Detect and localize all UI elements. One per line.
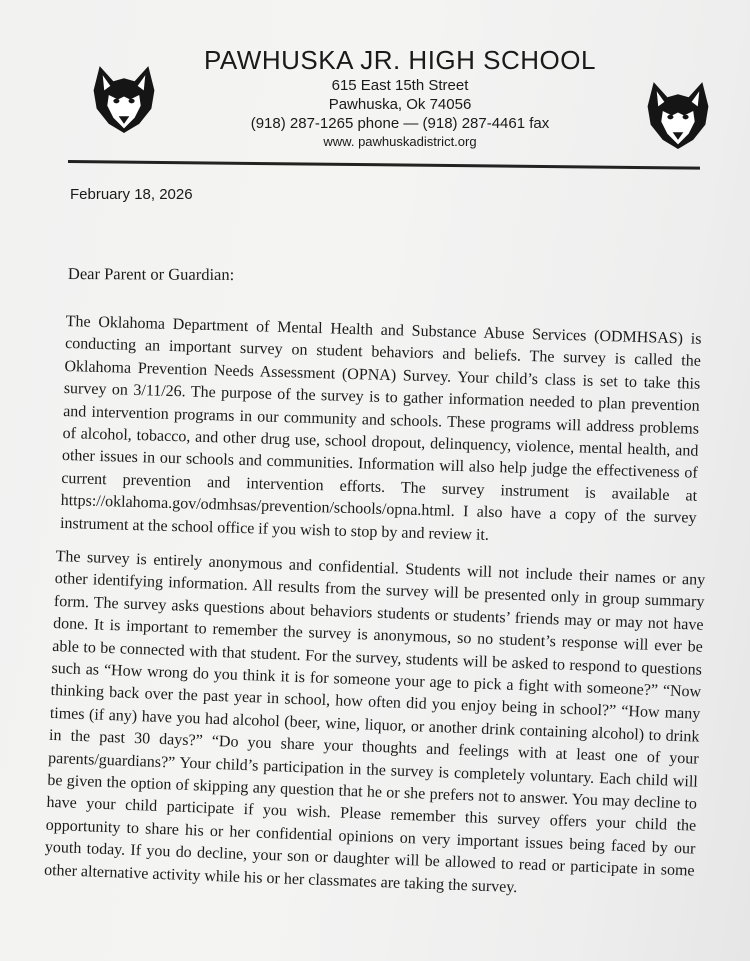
website: www. pawhuskadistrict.org [323,134,477,149]
husky-mascot-icon [640,76,716,152]
address-street: 615 East 15th Street [331,77,469,94]
paragraph-survey-intro: The Oklahoma Department of Mental Health and Substance Abuse Services (ODMHSAS) is conducting an important survey on student behaviors and beliefs. The survey is called the Oklahoma Prevention Needs Assessment (OPNA) Survey. Your child’s class is set to take this survey on 3/11/26. The purpose of the survey is to gather information needed to plan prevention and intervention programs in our community and schools. These programs will address problems of alcohol, tobacco, and other drug use, school dropout, delinquency, violence, mental health, and other issues in our schools and communities. Information will also help judge the effectiveness of current prevention and intervention efforts. The survey instrument is available at https://oklahoma.gov/odmhsas/prevention/schools/opna.html. I also have a copy of the survey instrument at the school office if you wish to stop by and review it. [59,312,702,544]
letterhead [200,44,600,151]
husky-mascot-icon [86,60,162,136]
salutation: Dear Parent or Guardian: [67,264,235,285]
header-divider [68,160,700,170]
phone-fax: (918) 287-1265 phone — (918) 287-4461 fax [250,115,550,132]
letter-date: February 18, 2026 [70,186,193,203]
address-city: Pawhuska, Ok 74056 [328,96,472,113]
paragraph-anonymity: The survey is entirely anonymous and confidential. Students will not include their names or any other identifying information. All results from the survey will be presented only in group summary form. The survey asks questions about behaviors students or students’ friends may or may not have done. It is important to remember the survey is anonymous, so no student’s response will ever be able to be connected with that student. For the survey, students will be asked to respond to questions such as “How wrong do you think it is for someone your age to pick a fight with someone?” “Now thinking back over the past year in school, how often did you enjoy being in school?” “How many times (if any) have you had alcohol (beer, wine, liquor, or another drink containing alcohol) to drink in the past 30 days?” “Do you share your thoughts and feelings with at least one of your parents/guardians?” Your child’s participation in the survey is completely voluntary. Each child will be given the option of skipping any question that he or she prefers not to answer. You may decline to have your child participate if you wish. Please remember this survey offers your child the opportunity to share his or her confidential opinions on very important issues being faced by our youth today. If you do decline, your son or daughter will be allowed to read or participate in some other alternative activity while his or her classmates are taking the survey. [43,547,706,896]
school-name: PAWHUSKA JR. HIGH SCHOOL [204,45,596,75]
